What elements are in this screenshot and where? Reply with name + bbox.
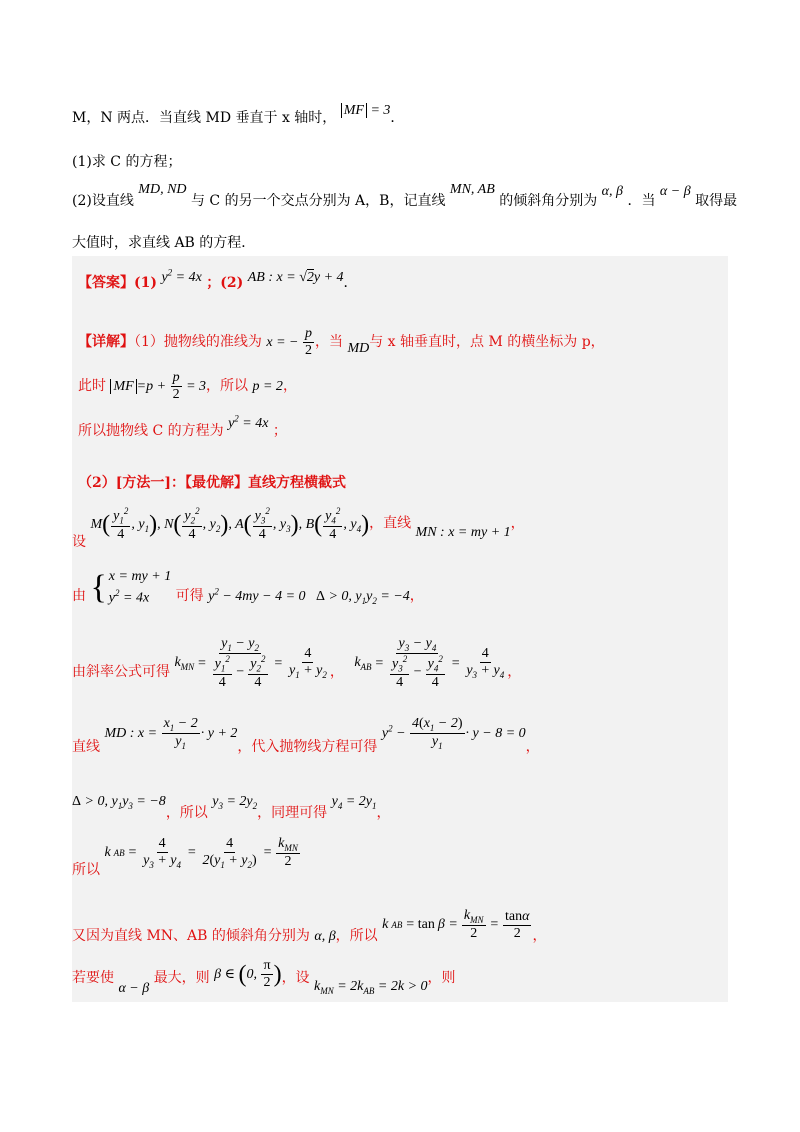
answer-end: ．: [343, 275, 358, 291]
s3-text-a: 所以抛物线 C 的方程为: [78, 423, 224, 439]
question-2-line-2: 大值时，求直线 AB 的方程．: [72, 235, 256, 251]
also-because-word: 又因为直线 MN、AB 的倾斜角分别为: [72, 928, 310, 945]
k-ab-line: [72, 836, 301, 879]
maximize-line: [72, 958, 456, 996]
to-make-word: 若要使: [72, 969, 114, 986]
s3-text-b: ；: [272, 423, 287, 439]
parabola-equation: $y^2 = 4x$: [228, 413, 269, 431]
tan-formula: k AB = tan β = $\frac{k_{MN}}{2}$ = $\frac{\tan\alpha}{2}$: [382, 908, 530, 942]
q2-math-mn-ab: MN, AB: [449, 182, 495, 197]
set-word: 设: [72, 533, 86, 550]
q2-text-d: ．当: [627, 193, 656, 209]
s2-text-a: 此时: [78, 377, 106, 394]
s1-text-b: ，当: [314, 333, 343, 350]
k-mn-formula: $k_{MN}$ = $y_1 - y_2$ $\frac{y_1^2}{4}$ − $\frac{y_2^2}{4}$ = $\frac{4}{y_1 + y_2}$: [174, 636, 327, 690]
answer-panel: [72, 256, 728, 1002]
y3-formula: $y_3 = 2y_2$: [212, 794, 258, 811]
let-word: ，设: [281, 969, 310, 986]
answer-line: [78, 267, 358, 292]
comma-4: ，: [507, 664, 522, 681]
directrix-formula: x = − $\frac{p}{2}$: [266, 326, 312, 359]
problem-line-1-end: ．: [390, 110, 405, 126]
comma-5: ，: [525, 738, 540, 755]
comma-7: ，: [532, 928, 547, 945]
system-formula: { x = my + 1 $y^2 = 4x$: [90, 569, 172, 607]
answer-part-1-label: (1): [134, 275, 157, 291]
comma-1: ，: [510, 515, 525, 532]
comma-3: ，: [329, 664, 344, 681]
similarly-word: ，同理可得: [257, 805, 328, 821]
can-get-word: 可得: [175, 588, 204, 605]
slope-line: [72, 636, 521, 691]
solution-line-2: [78, 370, 297, 403]
alpha-minus-beta-label: α − β: [118, 980, 150, 996]
points-formula: M( $\frac{y_1^2}{4}$ , $y_1$), N( $\frac{y_2^2}{4}$ , $y_2$), A( $\frac{y_3^2}{4}$ , $y_3$), B( $\frac{y_4^2}{4}$ , $y_4$): [90, 506, 370, 542]
q2-math-alpha-beta: α, β: [601, 184, 623, 199]
q2-text-a: (2)设直线: [72, 193, 134, 209]
set-points-line: [72, 506, 525, 550]
alpha-beta-label: α, β: [314, 929, 336, 945]
y4-formula: $y_4 = 2y_1$: [331, 794, 377, 811]
substitute-word: ，代入抛物线方程可得: [237, 738, 378, 755]
line-mn-word: ，直线: [369, 515, 412, 532]
s1-text-c: 与 x 轴垂直时，点 M 的横坐标为 p，: [369, 333, 605, 350]
question-2-line-1: [72, 182, 738, 210]
line-md-formula: MD : x = $\frac{x_1 - 2}{y_1}$ · y + 2: [104, 716, 238, 751]
q2-text-c: 的倾斜角分别为: [499, 193, 598, 209]
s1-text-a: （1）抛物线的准线为: [134, 333, 262, 350]
q2-math-md-nd: MD, ND: [138, 182, 187, 197]
s2-text-b: ，所以: [206, 377, 249, 394]
q2-text-e: 取得最: [695, 193, 738, 209]
so-word: ，所以: [165, 805, 208, 821]
k-relation-formula: $k_{MN} = 2k_{AB} = 2k > 0$: [314, 978, 428, 996]
delta-formula: Δ > 0, $y_1y_2 = -4$: [315, 589, 410, 607]
beta-range-formula: β ∈ (0, $\frac{\pi}{2}$ ): [214, 958, 282, 991]
q2-math-alpha-minus-beta: α − β: [659, 184, 691, 199]
answer-separator: ；(2): [206, 275, 244, 291]
line-word: 直线: [72, 738, 100, 755]
solution-line-1: [78, 326, 605, 359]
problem-line-1-text: M，N 两点．当直线 MD 垂直于 x 轴时，: [72, 110, 337, 126]
solution-label: 【详解】: [78, 333, 134, 350]
answer-1-formula: $y^2 = 4x$: [161, 267, 202, 285]
delta-y1y3-formula: Δ > 0, $y_1y_3 = -8$: [72, 794, 166, 811]
y3-line: [72, 790, 391, 821]
so2-word: 所以: [72, 862, 100, 879]
mf-equals-3-formula: MF = 3: [341, 103, 391, 118]
mf-formula: MF =p + $\frac{p}{2}$ = 3: [110, 379, 206, 394]
answer-2-formula: AB : x = √2y + 4: [247, 270, 344, 285]
maximum-word: 最大，则: [153, 969, 210, 986]
comma-2: ，: [409, 588, 424, 605]
line-md-line: [72, 716, 540, 755]
quadratic-formula: $y^2 - 4my - 4 = 0$: [208, 586, 306, 605]
slope-formula-word: 由斜率公式可得: [72, 664, 170, 681]
md-label: MD: [347, 340, 370, 356]
p-equals-2-formula: p = 2: [252, 378, 283, 394]
tan-line: [72, 908, 547, 945]
system-line: [72, 568, 424, 608]
from-word: 由: [72, 588, 86, 605]
line-mn-formula: MN : x = my + 1: [415, 524, 511, 540]
substituted-formula: $y^2$ − $\frac{4(x_1 - 2)}{y_1}$ · y − 8 = 0: [381, 716, 526, 751]
k-ab-relation-formula: k AB = $\frac{4}{y_3 + y_4}$ = $\frac{4}{2(y_1 + y_2)}$ = $\frac{k_{MN}}{2}$: [104, 836, 298, 870]
q2-text-b: 与 C 的另一个交点分别为 A，B，记直线: [190, 193, 446, 209]
problem-line-1: [72, 103, 405, 127]
comma-6: ，: [376, 805, 391, 821]
k-ab-formula: $k_{AB}$ = $y_3 - y_4$ $\frac{y_3^2}{4}$ − $\frac{y_4^2}{4}$ = $\frac{4}{y_3 + y_4}$: [354, 636, 505, 690]
method-title: （2）[方法一]：【最优解】直线方程横截式: [78, 475, 346, 491]
so3-word: ，所以: [335, 928, 378, 945]
then-word: ，则: [427, 969, 456, 986]
solution-line-3: [78, 413, 287, 440]
answer-label: 【答案】: [78, 275, 134, 291]
question-1: (1)求 C 的方程；: [72, 154, 182, 170]
s2-text-c: ，: [282, 377, 297, 394]
